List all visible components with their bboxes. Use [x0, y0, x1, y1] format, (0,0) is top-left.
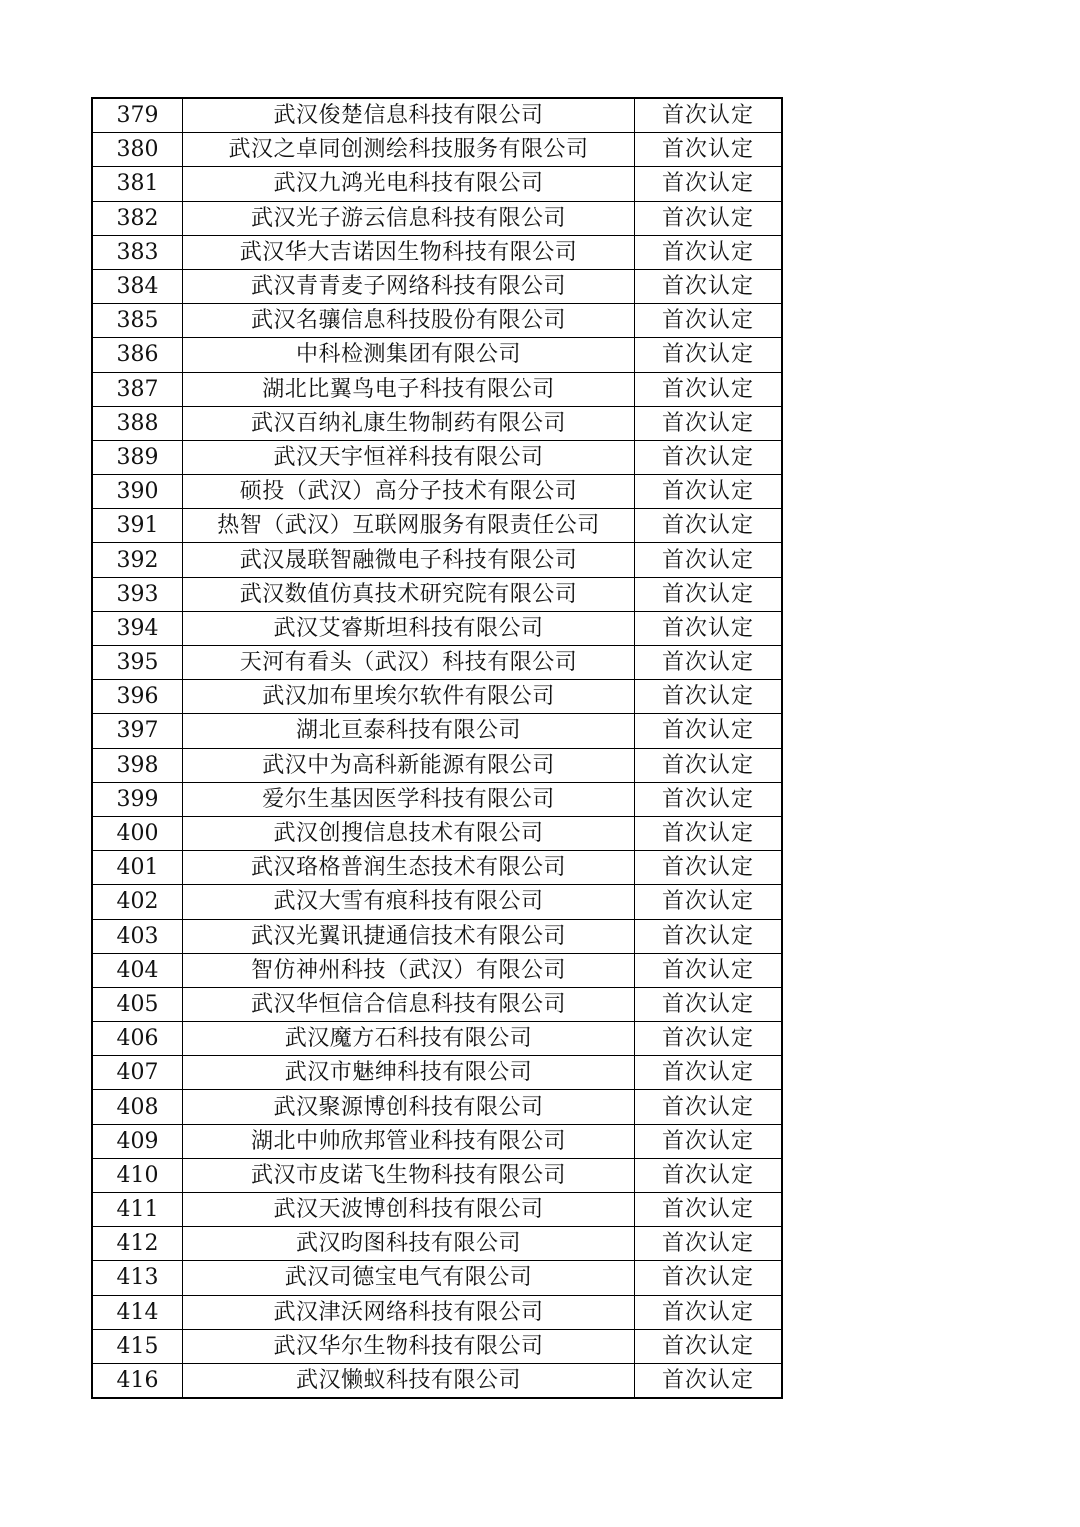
- company-name-cell: 武汉懒蚁科技有限公司: [183, 1363, 635, 1398]
- status-cell: 首次认定: [635, 851, 783, 885]
- status-cell: 首次认定: [635, 1158, 783, 1192]
- company-name-cell: 武汉艾睿斯坦科技有限公司: [183, 611, 635, 645]
- status-cell: 首次认定: [635, 646, 783, 680]
- table-row: [92, 851, 782, 885]
- table-row: [92, 646, 782, 680]
- status-cell: 首次认定: [635, 269, 783, 303]
- table-row: [92, 1090, 782, 1124]
- row-number-cell: 408: [92, 1090, 183, 1124]
- company-name-cell: 热智（武汉）互联网服务有限责任公司: [183, 509, 635, 543]
- company-name-cell: 武汉魔方石科技有限公司: [183, 1022, 635, 1056]
- table-row: [92, 987, 782, 1021]
- row-number-cell: 380: [92, 133, 183, 167]
- company-name-cell: 武汉市皮诺飞生物科技有限公司: [183, 1158, 635, 1192]
- status-cell: 首次认定: [635, 98, 783, 133]
- row-number-cell: 403: [92, 919, 183, 953]
- company-name-cell: 武汉天宇恒祥科技有限公司: [183, 440, 635, 474]
- table-row: [92, 1193, 782, 1227]
- row-number-cell: 385: [92, 304, 183, 338]
- row-number-cell: 379: [92, 98, 183, 133]
- status-cell: 首次认定: [635, 1227, 783, 1261]
- table-row: [92, 509, 782, 543]
- company-name-cell: 武汉晟联智融微电子科技有限公司: [183, 543, 635, 577]
- row-number-cell: 392: [92, 543, 183, 577]
- row-number-cell: 399: [92, 782, 183, 816]
- company-name-cell: 武汉加布里埃尔软件有限公司: [183, 680, 635, 714]
- company-name-cell: 武汉光翼讯捷通信技术有限公司: [183, 919, 635, 953]
- table-row: [92, 680, 782, 714]
- table-row: [92, 919, 782, 953]
- row-number-cell: 382: [92, 201, 183, 235]
- status-cell: 首次认定: [635, 1022, 783, 1056]
- company-name-cell: 智仿神州科技（武汉）有限公司: [183, 953, 635, 987]
- table-row: [92, 1022, 782, 1056]
- status-cell: 首次认定: [635, 1261, 783, 1295]
- row-number-cell: 394: [92, 611, 183, 645]
- status-cell: 首次认定: [635, 440, 783, 474]
- row-number-cell: 415: [92, 1329, 183, 1363]
- table-row: [92, 782, 782, 816]
- row-number-cell: 400: [92, 816, 183, 850]
- company-name-cell: 武汉中为高科新能源有限公司: [183, 748, 635, 782]
- status-cell: 首次认定: [635, 782, 783, 816]
- table-row: [92, 577, 782, 611]
- status-cell: 首次认定: [635, 1363, 783, 1398]
- table-row: [92, 1261, 782, 1295]
- row-number-cell: 388: [92, 406, 183, 440]
- status-cell: 首次认定: [635, 816, 783, 850]
- table-row: [92, 748, 782, 782]
- company-name-cell: 湖北亘泰科技有限公司: [183, 714, 635, 748]
- table-row: [92, 269, 782, 303]
- company-name-cell: 武汉聚源博创科技有限公司: [183, 1090, 635, 1124]
- company-name-cell: 武汉津沃网络科技有限公司: [183, 1295, 635, 1329]
- row-number-cell: 412: [92, 1227, 183, 1261]
- table-row: [92, 816, 782, 850]
- status-cell: 首次认定: [635, 235, 783, 269]
- status-cell: 首次认定: [635, 406, 783, 440]
- status-cell: 首次认定: [635, 611, 783, 645]
- table-row: [92, 167, 782, 201]
- company-name-cell: 武汉之卓同创测绘科技服务有限公司: [183, 133, 635, 167]
- table-row: [92, 201, 782, 235]
- table-row: [92, 1227, 782, 1261]
- row-number-cell: 393: [92, 577, 183, 611]
- status-cell: 首次认定: [635, 748, 783, 782]
- company-name-cell: 武汉珞格普润生态技术有限公司: [183, 851, 635, 885]
- row-number-cell: 395: [92, 646, 183, 680]
- table-row: [92, 1056, 782, 1090]
- row-number-cell: 384: [92, 269, 183, 303]
- row-number-cell: 381: [92, 167, 183, 201]
- table-row: [92, 543, 782, 577]
- company-name-cell: 武汉创搜信息技术有限公司: [183, 816, 635, 850]
- row-number-cell: 409: [92, 1124, 183, 1158]
- row-number-cell: 411: [92, 1193, 183, 1227]
- row-number-cell: 404: [92, 953, 183, 987]
- status-cell: 首次认定: [635, 919, 783, 953]
- company-name-cell: 中科检测集团有限公司: [183, 338, 635, 372]
- company-name-cell: 武汉大雪有痕科技有限公司: [183, 885, 635, 919]
- table-row: [92, 1158, 782, 1192]
- status-cell: 首次认定: [635, 885, 783, 919]
- company-name-cell: 湖北比翼鸟电子科技有限公司: [183, 372, 635, 406]
- row-number-cell: 389: [92, 440, 183, 474]
- company-name-cell: 武汉九鸿光电科技有限公司: [183, 167, 635, 201]
- table-row: [92, 475, 782, 509]
- table-row: [92, 611, 782, 645]
- row-number-cell: 398: [92, 748, 183, 782]
- row-number-cell: 414: [92, 1295, 183, 1329]
- company-name-cell: 武汉司德宝电气有限公司: [183, 1261, 635, 1295]
- table-row: [92, 235, 782, 269]
- row-number-cell: 396: [92, 680, 183, 714]
- company-name-cell: 武汉光子游云信息科技有限公司: [183, 201, 635, 235]
- status-cell: 首次认定: [635, 338, 783, 372]
- status-cell: 首次认定: [635, 1329, 783, 1363]
- company-name-cell: 武汉俊楚信息科技有限公司: [183, 98, 635, 133]
- company-list-table: [91, 97, 783, 1399]
- status-cell: 首次认定: [635, 714, 783, 748]
- row-number-cell: 387: [92, 372, 183, 406]
- table-row: [92, 133, 782, 167]
- row-number-cell: 383: [92, 235, 183, 269]
- status-cell: 首次认定: [635, 509, 783, 543]
- table-row: [92, 406, 782, 440]
- table-row: [92, 1363, 782, 1398]
- company-name-cell: 武汉天波博创科技有限公司: [183, 1193, 635, 1227]
- company-name-cell: 湖北中帅欣邦管业科技有限公司: [183, 1124, 635, 1158]
- table-row: [92, 1295, 782, 1329]
- status-cell: 首次认定: [635, 133, 783, 167]
- table-row: [92, 953, 782, 987]
- company-name-cell: 武汉百纳礼康生物制药有限公司: [183, 406, 635, 440]
- table-row: [92, 372, 782, 406]
- row-number-cell: 401: [92, 851, 183, 885]
- status-cell: 首次认定: [635, 475, 783, 509]
- status-cell: 首次认定: [635, 1090, 783, 1124]
- status-cell: 首次认定: [635, 987, 783, 1021]
- status-cell: 首次认定: [635, 372, 783, 406]
- row-number-cell: 397: [92, 714, 183, 748]
- company-name-cell: 武汉昀图科技有限公司: [183, 1227, 635, 1261]
- row-number-cell: 391: [92, 509, 183, 543]
- company-name-cell: 武汉市魅绅科技有限公司: [183, 1056, 635, 1090]
- row-number-cell: 402: [92, 885, 183, 919]
- status-cell: 首次认定: [635, 1193, 783, 1227]
- status-cell: 首次认定: [635, 953, 783, 987]
- table-body: [92, 98, 782, 1398]
- status-cell: 首次认定: [635, 680, 783, 714]
- company-name-cell: 硕投（武汉）高分子技术有限公司: [183, 475, 635, 509]
- row-number-cell: 406: [92, 1022, 183, 1056]
- row-number-cell: 407: [92, 1056, 183, 1090]
- company-name-cell: 武汉数值仿真技术研究院有限公司: [183, 577, 635, 611]
- status-cell: 首次认定: [635, 167, 783, 201]
- status-cell: 首次认定: [635, 304, 783, 338]
- status-cell: 首次认定: [635, 1124, 783, 1158]
- table-row: [92, 338, 782, 372]
- status-cell: 首次认定: [635, 1295, 783, 1329]
- row-number-cell: 405: [92, 987, 183, 1021]
- row-number-cell: 386: [92, 338, 183, 372]
- table-row: [92, 440, 782, 474]
- company-name-cell: 武汉名骧信息科技股份有限公司: [183, 304, 635, 338]
- table-row: [92, 1124, 782, 1158]
- table-row: [92, 304, 782, 338]
- status-cell: 首次认定: [635, 201, 783, 235]
- table-row: [92, 714, 782, 748]
- status-cell: 首次认定: [635, 577, 783, 611]
- status-cell: 首次认定: [635, 1056, 783, 1090]
- company-name-cell: 武汉华恒信合信息科技有限公司: [183, 987, 635, 1021]
- table-row: [92, 885, 782, 919]
- company-name-cell: 武汉华尔生物科技有限公司: [183, 1329, 635, 1363]
- company-name-cell: 武汉青青麦子网络科技有限公司: [183, 269, 635, 303]
- row-number-cell: 390: [92, 475, 183, 509]
- company-name-cell: 爱尔生基因医学科技有限公司: [183, 782, 635, 816]
- row-number-cell: 416: [92, 1363, 183, 1398]
- company-name-cell: 天河有看头（武汉）科技有限公司: [183, 646, 635, 680]
- company-name-cell: 武汉华大吉诺因生物科技有限公司: [183, 235, 635, 269]
- row-number-cell: 413: [92, 1261, 183, 1295]
- table-row: [92, 1329, 782, 1363]
- table-row: [92, 98, 782, 133]
- status-cell: 首次认定: [635, 543, 783, 577]
- row-number-cell: 410: [92, 1158, 183, 1192]
